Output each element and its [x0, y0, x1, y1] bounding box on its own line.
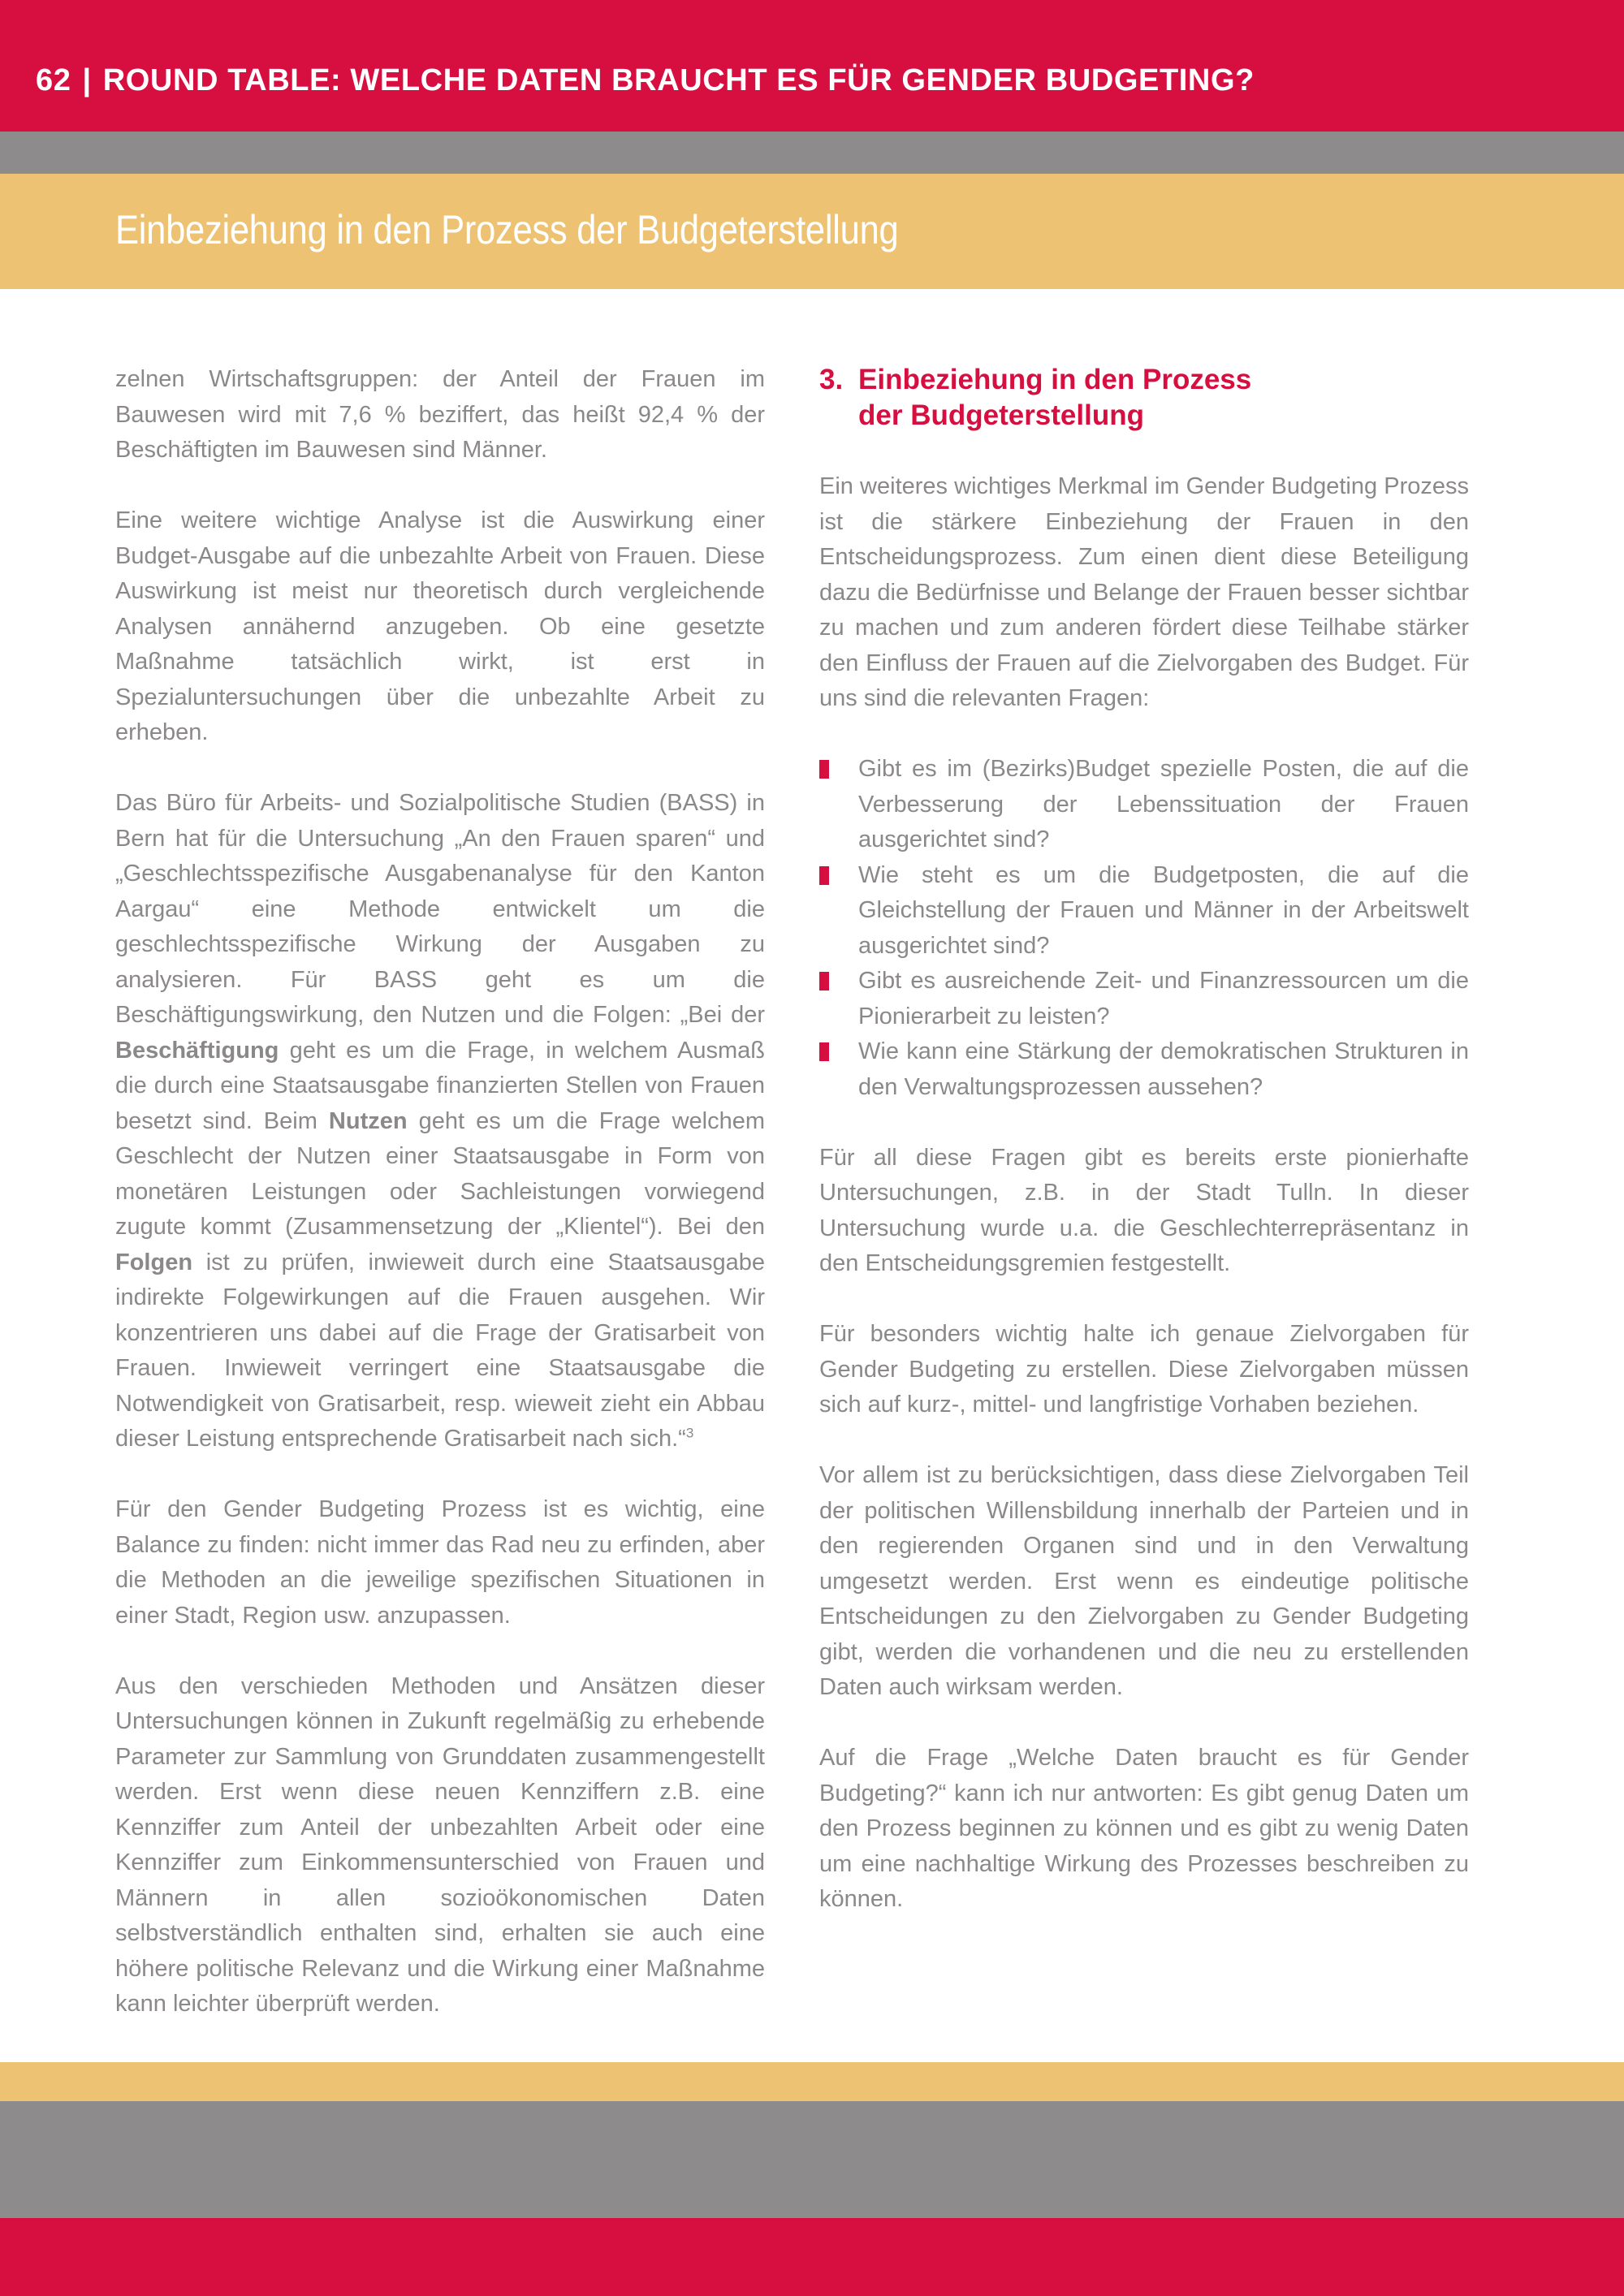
- right-column: [819, 362, 1469, 1953]
- heading-line: der Budgeterstellung: [858, 399, 1144, 431]
- bold-term: Folgen: [115, 1249, 193, 1275]
- bullet-square-icon: [819, 866, 829, 885]
- text-run: Das Büro für Arbeits- und Sozialpolitische Studien (BASS) in Bern hat für die Untersuchung „An den Frauen sparen“ und „Geschlechtsspezifische Ausgabenanalyse für den Kanton Aargau“ eine Methode entwickelt um die geschlechtsspezifische Wirkung der Ausgaben zu analysieren. Für BASS geht es um die Beschäftigungswirkung, den Nutzen und die Folgen: „Bei der: [115, 790, 765, 1028]
- section-number: 3.: [819, 364, 844, 395]
- paragraph: zelnen Wirtschaftsgruppen: der Anteil der Frauen im Bauwesen wird mit 7,6 % beziffert, das heißt 92,4 % der Beschäftigten im Bauwesen sind Männer.: [115, 366, 765, 463]
- paragraph: Eine weitere wichtige Analyse ist die Auswirkung einer Budget-Ausgabe auf die unbezahlte Arbeit von Frauen. Diese Auswirkung ist meist nur theoretisch durch vergleichende Analysen annähernd anzugeben. Ob eine gesetzte Maßnahme tatsächlich wirkt, ist erst in Spezialuntersuchungen über die unbezahlte Arbeit zu erheben.: [115, 507, 765, 745]
- list-item-text: Gibt es im (Bezirks)Budget spezielle Posten, die auf die Verbesserung der Lebenssituation der Frauen ausgerichtet sind?: [858, 756, 1469, 852]
- paragraph: Für den Gender Budgeting Prozess ist es wichtig, eine Balance zu finden: nicht immer das Rad neu zu erfinden, aber die Methoden an die jeweilige spezifischen Situationen in einer Stadt, Region usw. anzupassen.: [115, 1496, 765, 1629]
- running-header: [36, 63, 1255, 98]
- text-run: geht es um die Frage welchem Geschlecht der Nutzen einer Staatsausgabe in Form von monetären Leistungen oder Sachleistungen vorwiegend zugute kommt (Zusammensetzung der „Klientel“). Bei den: [115, 1107, 766, 1240]
- list-item-text: Gibt es ausreichende Zeit- und Finanzressourcen um die Pionierarbeit zu leisten?: [858, 968, 1469, 1029]
- list-item: [819, 964, 1469, 1034]
- text-run: ist zu prüfen, inwieweit durch eine Staatsausgabe indirekte Folgewirkungen auf die Frauen ausgehen. Wir konzentrieren uns dabei auf die Frage der Gratisarbeit von Frauen. Inwieweit verringert eine Staatsausgabe die Notwendigkeit von Gratisarbeit, resp. wieweit zieht ein Abbau dieser Leistung entsprechende Gratisarbeit nach sich.“: [115, 1249, 765, 1452]
- list-item: [819, 752, 1469, 858]
- section-heading-text: [858, 362, 1251, 434]
- paragraph-bass: [115, 786, 765, 1457]
- header-gray-band: [0, 132, 1624, 174]
- list-item: [819, 858, 1469, 965]
- question-list: [819, 752, 1469, 1105]
- paragraph: Ein weiteres wichtiges Merkmal im Gender Budgeting Prozess ist die stärkere Einbeziehung der Frauen in den Entscheidungsprozess. Zum einen dient diese Beteiligung dazu die Bedürfnisse und Belange der Frauen besser sichtbar zu machen und zum anderen fördert diese Teilhabe stärker den Einfluss der Frauen auf die Zielvorgaben des Budget. Für uns sind die relevanten Fragen:: [819, 473, 1469, 711]
- footer-red-band: [0, 2218, 1624, 2296]
- footer-gray-band: [0, 2101, 1624, 2218]
- page-number: 62: [36, 63, 71, 97]
- bold-term: Nutzen: [328, 1107, 408, 1134]
- paragraph: Für besonders wichtig halte ich genaue Zielvorgaben für Gender Budgeting zu erstellen. Diese Zielvorgaben müssen sich auf kurz-, mittel- und langfristige Vorhaben beziehen.: [819, 1321, 1469, 1418]
- header-separator: |: [82, 63, 92, 97]
- paragraph: Auf die Frage „Welche Daten braucht es für Gender Budgeting?“ kann ich nur antworten: Es gibt genug Daten um den Prozess beginnen zu können und es gibt zu wenig Daten um eine nachhaltige Wirkung des Prozesses beschreiben zu können.: [819, 1745, 1469, 1912]
- bullet-square-icon: [819, 972, 829, 990]
- bold-term: Beschäftigung: [115, 1037, 279, 1064]
- footnote-marker: 3: [685, 1425, 694, 1441]
- paragraph: Für all diese Fragen gibt es bereits erste pionierhafte Untersuchungen, z.B. in der Stadt Tulln. In dieser Untersuchung wurde u.a. die Geschlechterrepräsentanz in den Entscheidungsgremien festgestellt.: [819, 1144, 1469, 1276]
- bullet-square-icon: [819, 1042, 829, 1061]
- section-heading: [819, 362, 1469, 434]
- paragraph: Aus den verschieden Methoden und Ansätzen dieser Untersuchungen können in Zukunft regelmäßig zu erhebende Parameter zur Sammlung von Grunddaten zusammengestellt werden. Erst wenn diese neuen Kennziffern z.B. eine Kennziffer zum Anteil der unbezahlten Arbeit oder eine Kennziffer zum Einkommensunterschied von Frauen und Männern in allen sozioökonomischen Daten selbstverständlich enthalten sind, erhalten sie auch eine höhere politische Relevanz und die Wirkung einer Maßnahme kann leichter überprüft werden.: [115, 1672, 765, 2017]
- section-banner-title: Einbeziehung in den Prozess der Budgeterstellung: [115, 207, 899, 252]
- list-item-text: Wie kann eine Stärkung der demokratischen Strukturen in den Verwaltungsprozessen aussehen?: [858, 1038, 1469, 1100]
- list-item-text: Wie steht es um die Budgetposten, die auf die Gleichstellung der Frauen und Männer in der Arbeitswelt ausgerichtet sind?: [858, 861, 1469, 959]
- header-title: ROUND TABLE: WELCHE DATEN BRAUCHT ES FÜR GENDER BUDGETING?: [102, 63, 1255, 97]
- list-item: [819, 1034, 1469, 1105]
- left-column: [115, 362, 765, 2057]
- footer-yellow-band: [0, 2062, 1624, 2101]
- paragraph: Vor allem ist zu berücksichtigen, dass diese Zielvorgaben Teil der politischen Willensbildung innerhalb der Parteien und in den regierenden Organen sind und in den Verwaltung umgesetzt werden. Erst wenn es eindeutige politische Entscheidungen zu den Zielvorgaben zu Gender Budgeting gibt, werden die vorhandenen und die neu zu erstellenden Daten auch wirksam werden.: [819, 1462, 1469, 1700]
- bullet-square-icon: [819, 760, 829, 779]
- text-run: geht es um die Frage, in welchem Ausmaß die durch eine Staatsausgabe finanzierten Stellen von Frauen besetzt sind. Beim: [115, 1037, 765, 1134]
- heading-line: Einbeziehung in den Prozess: [858, 364, 1252, 395]
